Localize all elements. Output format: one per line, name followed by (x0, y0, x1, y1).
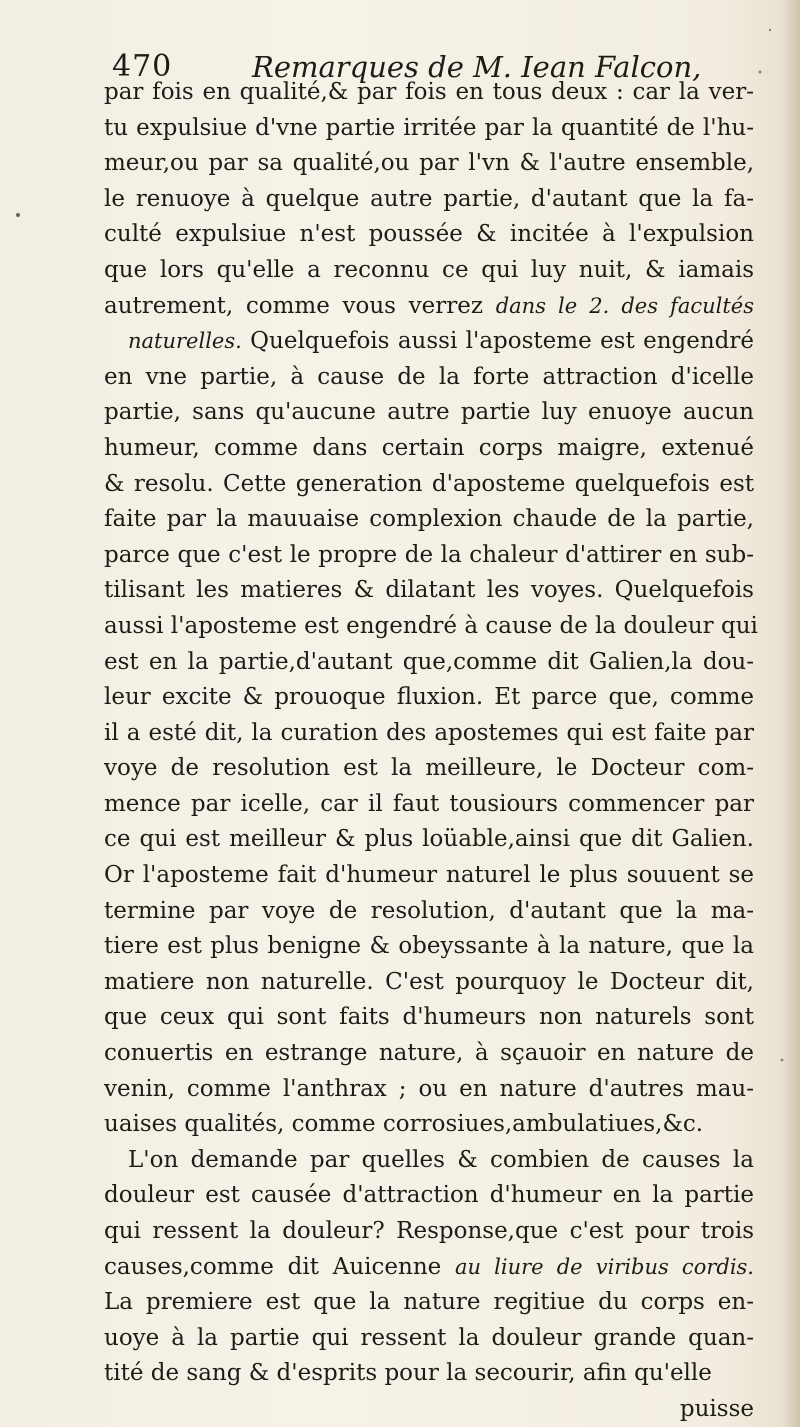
text-run: voye de resolution est la meilleure, le Docteur com- (104, 755, 754, 782)
text-line (104, 360, 754, 396)
text-line (104, 467, 754, 503)
page-edge-shadow (782, 0, 800, 1427)
text-run: tité de sang & d'esprits pour la secourir, afin qu'elle (104, 1360, 712, 1387)
text-line (104, 1285, 754, 1321)
text-run: que lors qu'elle a reconnu ce qui luy nuit, & iamais (104, 256, 754, 283)
text-run: La premiere est que la nature regitiue du corps en- (104, 1289, 754, 1316)
speck (759, 71, 762, 74)
text-line (104, 965, 754, 1001)
text-line (104, 716, 754, 752)
text-run: mence par icelle, car il faut tousiours commencer par (104, 790, 754, 817)
text-line (104, 929, 754, 965)
text-run: parce que c'est le propre de la chaleur d'attirer en sub- (104, 541, 754, 568)
text-line (104, 1214, 754, 1250)
text-run: douleur est causée d'attraction d'humeur en la partie (104, 1182, 754, 1209)
text-run: & resolu. Cette generation d'aposteme quelquefois est (104, 470, 754, 497)
text-line (104, 253, 754, 289)
text-line (104, 1107, 754, 1143)
text-line (104, 75, 754, 111)
text-run: matiere non naturelle. C'est pourquoy le Docteur dit, (104, 968, 754, 995)
text-run: culté expulsiue n'est poussée & incitée à l'expulsion (104, 221, 754, 248)
text-run: tiere est plus benigne & obeyssante à la nature, que la (104, 933, 754, 960)
text-line (104, 1143, 754, 1179)
text-line (104, 1036, 754, 1072)
text-line (104, 1178, 754, 1214)
text-line (104, 431, 754, 467)
body-text (104, 75, 758, 1427)
text-run: humeur, comme dans certain corps maigre, extenué (104, 434, 754, 461)
text-run: il a esté dit, la curation des apostemes qui est faite par (104, 719, 754, 746)
text-run: le renuoye à quelque autre partie, d'autant que la fa- (104, 185, 754, 212)
text-run: L'on demande par quelles & combien de causes la (128, 1146, 754, 1173)
text-line (104, 502, 754, 538)
text-line (104, 680, 754, 716)
text-line (104, 1072, 754, 1108)
text-run: termine par voye de resolution, d'autant que la ma- (104, 897, 754, 924)
text-line (104, 111, 754, 147)
text-line (104, 1000, 754, 1036)
text-run: aussi l'aposteme est engendré à cause de la douleur qui (104, 612, 758, 639)
text-run: Or l'aposteme fait d'humeur naturel le plus souuent se (104, 862, 754, 889)
text-line (104, 787, 754, 823)
text-run: autrement, comme vous verrez (104, 292, 496, 319)
text-run: meur,ou par sa qualité,ou par l'vn & l'autre ensemble, (104, 150, 754, 177)
text-line (104, 182, 754, 218)
text-run: venin, comme l'anthrax ; ou en nature d'autres mau- (104, 1075, 754, 1102)
text-line (104, 146, 754, 182)
text-run: par fois en qualité,& par fois en tous deux : car la ver- (104, 79, 754, 105)
italic-text: au liure de viribus cordis. (455, 1254, 754, 1279)
italic-text: naturelles. (128, 329, 242, 354)
text-run: est en la partie,d'autant que,comme dit Galien,la dou- (104, 648, 754, 675)
text-run: conuertis en estrange nature, à sçauoir en nature de (104, 1040, 754, 1067)
text-line (104, 1321, 754, 1357)
text-run: causes,comme dit Auicenne (104, 1253, 456, 1280)
text-run: en vne partie, à cause de la forte attraction d'icelle (104, 363, 754, 390)
speck (16, 213, 20, 217)
running-title: Remarques de M. Iean Falcon, (252, 50, 702, 84)
text-run: leur excite & prouoque fluxion. Et parce que, comme (104, 684, 754, 711)
text-line (104, 395, 754, 431)
text-run: que ceux qui sont faits d'humeurs non naturels sont (104, 1004, 754, 1031)
text-run: qui ressent la douleur? Response,que c'est pour trois (104, 1218, 754, 1244)
text-line (104, 609, 758, 645)
italic-text: dans le 2. des facultés (495, 293, 754, 318)
text-run: tu expulsiue d'vne partie irritée par la quantité de l'hu- (104, 114, 754, 141)
text-line (104, 217, 754, 253)
text-line (104, 894, 754, 930)
text-line (104, 573, 754, 609)
text-line (104, 858, 754, 894)
text-run: Quelquefois aussi l'aposteme est engendré (241, 328, 754, 355)
text-run: tilisant les matieres & dilatant les voyes. Quelquefois (104, 577, 754, 604)
text-line (104, 645, 754, 681)
text-run: partie, sans qu'aucune autre partie luy enuoye aucun (104, 399, 754, 426)
text-line (104, 822, 754, 858)
text-line (104, 1392, 754, 1427)
text-run: puisse (679, 1395, 754, 1422)
page-number: 470 (112, 49, 173, 84)
text-line (104, 1250, 754, 1286)
text-line (104, 751, 754, 787)
text-line (104, 538, 754, 574)
text-run: uaises qualités, comme corrosiues,ambulatiues,&c. (104, 1111, 704, 1138)
text-run: faite par la mauuaise complexion chaude de la partie, (104, 506, 754, 533)
text-line (104, 324, 754, 360)
speck (769, 29, 771, 31)
text-run: ce qui est meilleur & plus loüable,ainsi que dit Galien. (104, 826, 754, 853)
text-line (104, 1356, 754, 1392)
text-line (104, 289, 754, 325)
text-run: uoye à la partie qui ressent la douleur grande quan- (104, 1324, 754, 1351)
